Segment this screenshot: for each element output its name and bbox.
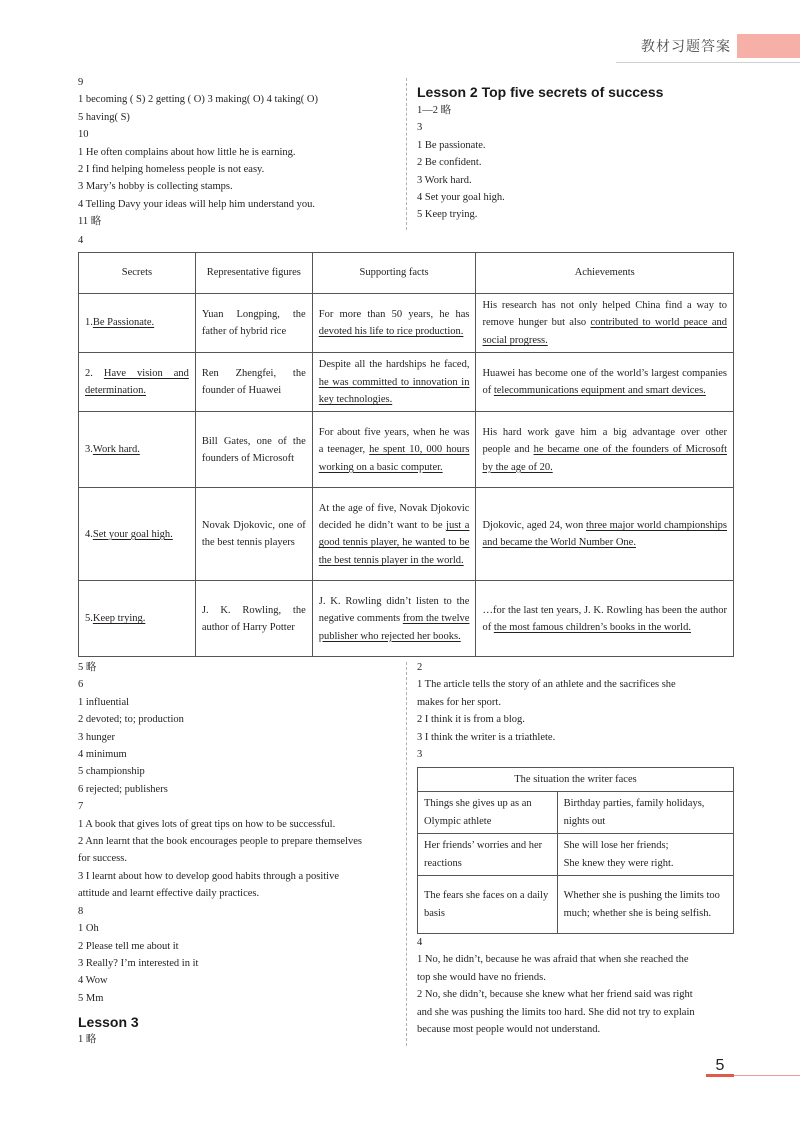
- situation-label-cell: Her friends’ worries and her reactions: [418, 834, 558, 876]
- situation-label-cell: Things she gives up as an Olympic athlete: [418, 792, 558, 834]
- answer-line: 1 A book that gives lots of great tips on how to be successful.: [78, 818, 336, 830]
- answer-line: 1 Be passionate.: [417, 139, 486, 151]
- answer-line: 1 No, he didn’t, because he was afraid that when she reached the: [417, 954, 689, 966]
- answer-line: 1 becoming ( S) 2 getting ( O) 3 making( O) 4 taking( O): [78, 94, 318, 106]
- table-row: [79, 412, 734, 488]
- header-figures: Representative figures: [195, 253, 312, 294]
- answer-line: 3 Work hard.: [417, 174, 472, 186]
- table-row: [418, 834, 734, 876]
- answer-line: 2 Please tell me about it: [78, 940, 179, 952]
- lesson2-title: Lesson 2 Top five secrets of success: [417, 84, 664, 100]
- achievement-cell: Djokovic, aged 24, won three major world championships and became the World Number One.: [476, 488, 734, 581]
- situation-value-cell: She will lose her friends; She knew they were right.: [557, 834, 733, 876]
- answers-5-8: [78, 659, 398, 1007]
- answer-line: 3 hunger: [78, 731, 116, 743]
- header-facts: Supporting facts: [312, 253, 476, 294]
- answer-line: 4 minimum: [78, 749, 127, 761]
- answer-line: 2 Be confident.: [417, 157, 482, 169]
- secret-cell: 5.Keep trying.: [79, 581, 196, 657]
- answers-4: [417, 934, 737, 1038]
- answer-line: 10: [78, 129, 89, 141]
- answer-line: makes for her sport.: [417, 696, 501, 708]
- fact-cell: At the age of five, Novak Djokovic decided he didn’t want to be just a good tennis player, he wanted to be the best tennis player in the world.: [312, 488, 476, 581]
- table-row: [418, 876, 734, 934]
- situation-table: [417, 767, 734, 934]
- achievement-cell: …for the last ten years, J. K. Rowling has been the author of the most famous children’s books in the world.: [476, 581, 734, 657]
- fact-cell: Despite all the hardships he faced, he was committed to innovation in key technologies.: [312, 353, 476, 412]
- answer-line: 3: [417, 749, 423, 761]
- header-achievements: Achievements: [476, 253, 734, 294]
- table-row: [79, 488, 734, 581]
- column-divider-top: [406, 78, 407, 230]
- answer-line: 3 Really? I’m interested in it: [78, 957, 199, 969]
- table-row: [79, 353, 734, 412]
- column-divider-bottom: [406, 662, 407, 1046]
- answer-line: top she would have no friends.: [417, 971, 546, 983]
- answer-line: 6 rejected; publishers: [78, 783, 168, 795]
- figure-cell: J. K. Rowling, the author of Harry Potter: [195, 581, 312, 657]
- achievement-cell: His research has not only helped China find a way to remove hunger but also contributed to world peace and social progress.: [476, 294, 734, 353]
- secret-cell: 1.Be Passionate.: [79, 294, 196, 353]
- situation-value-cell: Birthday parties, family holidays, nights out: [557, 792, 733, 834]
- answer-line: and she was pushing the limits too hard. She did not try to explain: [417, 1006, 695, 1018]
- secrets-table: [78, 252, 734, 657]
- secret-cell: 3.Work hard.: [79, 412, 196, 488]
- answer-line: 2 I think it is from a blog.: [417, 714, 525, 726]
- answer-line: 2 No, she didn’t, because she knew what her friend said was right: [417, 989, 693, 1001]
- answers-9-11: [78, 74, 398, 231]
- table-question-number: 4: [78, 235, 84, 246]
- answer-line: 4 Telling Davy your ideas will help him understand you.: [78, 198, 316, 210]
- answer-line: 5 Keep trying.: [417, 209, 478, 221]
- table-row: [79, 294, 734, 353]
- lesson3-title: Lesson 3: [78, 1014, 139, 1030]
- fact-cell: For more than 50 years, he has devoted his life to rice production.: [312, 294, 476, 353]
- page-number: 5: [715, 1057, 725, 1074]
- header-divider: [616, 62, 800, 63]
- answer-line: because most people would not understand.: [417, 1024, 601, 1036]
- answer-line: 5 having( S): [78, 111, 130, 123]
- answer-line: 1 He often complains about how little he is earning.: [78, 146, 296, 158]
- answer-line: 9: [78, 77, 84, 88]
- fact-cell: J. K. Rowling didn’t listen to the negative comments from the twelve publisher who rejected her books.: [312, 581, 476, 657]
- answer-line: 11 略: [78, 216, 102, 228]
- table-row: [79, 581, 734, 657]
- answer-line: 3 I learnt about how to develop good habits through a positive: [78, 870, 339, 882]
- answer-line: 1 The article tells the story of an athlete and the sacrifices she: [417, 679, 676, 691]
- answer-line: attitude and learnt effective daily practices.: [78, 888, 260, 900]
- answer-line: 4 Wow: [78, 975, 108, 987]
- situation-table-caption: The situation the writer faces: [418, 768, 734, 792]
- table-header-row: [79, 253, 734, 294]
- answer-line: 1 Oh: [78, 923, 99, 935]
- header-accent-bar: [737, 34, 800, 58]
- footer-accent: [706, 1074, 734, 1077]
- page-header-title: 教材习题答案: [641, 39, 731, 55]
- situation-value-cell: Whether she is pushing the limits too much; whether she is being selfish.: [557, 876, 733, 934]
- answer-line: 2 I find helping homeless people is not easy.: [78, 164, 265, 176]
- answer-line: 3 Mary’s hobby is collecting stamps.: [78, 181, 233, 193]
- answer-line: 5 Mm: [78, 992, 104, 1004]
- answers-2-3: [417, 659, 737, 763]
- answer-line: 6: [78, 679, 84, 691]
- answer-line: 3: [417, 122, 423, 134]
- situation-label-cell: The fears she faces on a daily basis: [418, 876, 558, 934]
- table-caption-row: [418, 768, 734, 792]
- answer-line: 8: [78, 905, 84, 917]
- answer-line: 1 略: [78, 1034, 97, 1045]
- table-row: [418, 792, 734, 834]
- lesson2-section: [417, 82, 737, 224]
- answer-line: 2 devoted; to; production: [78, 714, 184, 726]
- answer-line: for success.: [78, 853, 127, 865]
- answer-line: 5 略: [78, 662, 97, 673]
- figure-cell: Yuan Longping, the father of hybrid rice: [195, 294, 312, 353]
- answer-line: 5 championship: [78, 766, 145, 778]
- answer-line: 2: [417, 662, 423, 673]
- fact-cell: For about five years, when he was a teenager, he spent 10, 000 hours working on a basic computer.: [312, 412, 476, 488]
- secret-cell: 4.Set your goal high.: [79, 488, 196, 581]
- answer-line: 1—2 略: [417, 105, 452, 116]
- answer-line: 2 Ann learnt that the book encourages people to prepare themselves: [78, 836, 362, 848]
- figure-cell: Ren Zhengfei, the founder of Huawei: [195, 353, 312, 412]
- achievement-cell: Huawei has become one of the world’s largest companies of telecommunications equipment and smart devices.: [476, 353, 734, 412]
- answer-line: 4 Set your goal high.: [417, 192, 505, 204]
- figure-cell: Novak Djokovic, one of the best tennis players: [195, 488, 312, 581]
- answer-line: 7: [78, 801, 84, 813]
- answer-line: 1 influential: [78, 696, 130, 708]
- answer-line: 3 I think the writer is a triathlete.: [417, 731, 556, 743]
- secret-cell: 2. Have vision and determination.: [79, 353, 196, 412]
- answer-line: 4: [417, 937, 423, 948]
- figure-cell: Bill Gates, one of the founders of Microsoft: [195, 412, 312, 488]
- header-secrets: Secrets: [79, 253, 196, 294]
- achievement-cell: His hard work gave him a big advantage over other people and he became one of the founders of Microsoft by the age of 20.: [476, 412, 734, 488]
